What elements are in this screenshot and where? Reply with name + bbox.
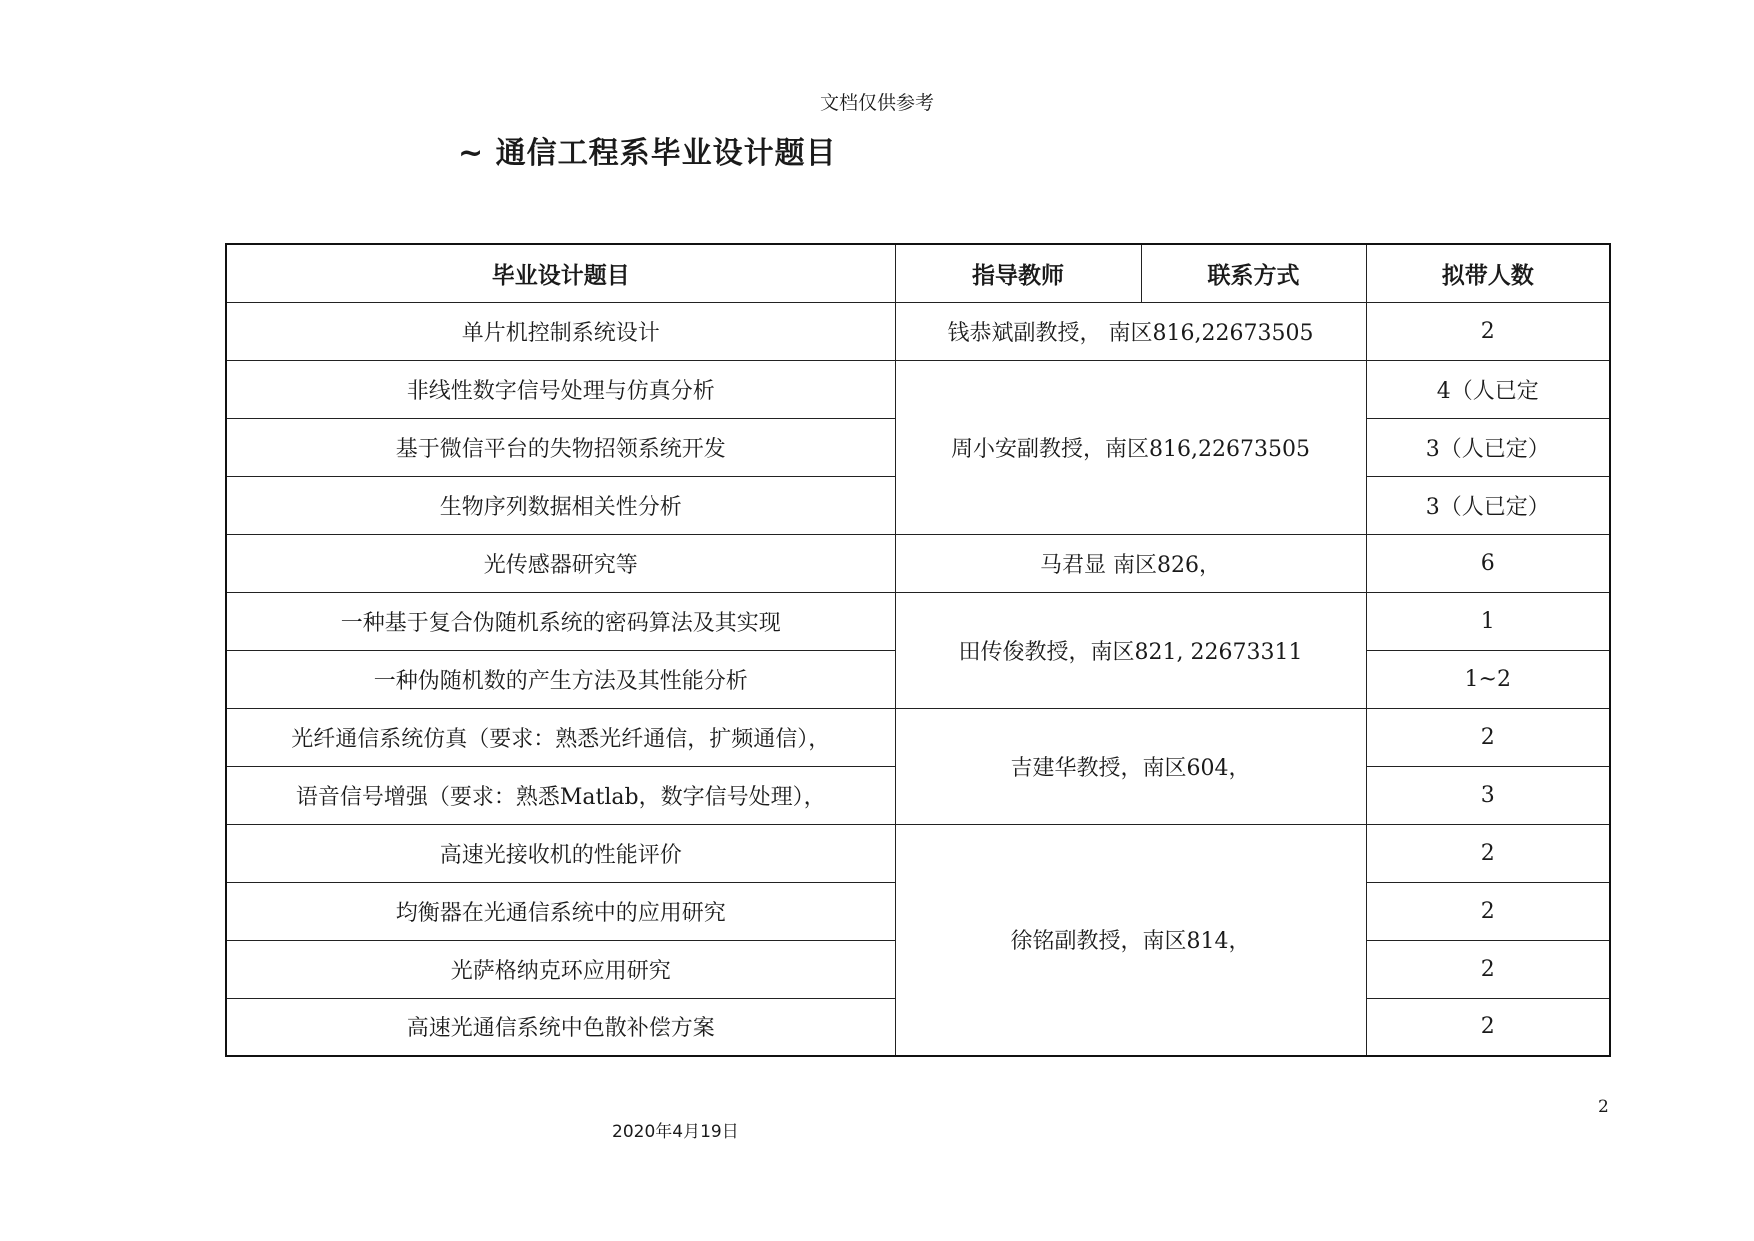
count-cell: 2 bbox=[1366, 824, 1610, 882]
count-cell: 2 bbox=[1366, 998, 1610, 1056]
topic-cell: 单片机控制系统设计 bbox=[226, 302, 895, 360]
advisor-cell: 田传俊教授，南区821, 22673311 bbox=[895, 592, 1366, 708]
header-teacher: 指导教师 bbox=[895, 244, 1141, 302]
advisor-cell: 吉建华教授，南区604， bbox=[895, 708, 1366, 824]
table-row bbox=[226, 360, 1610, 418]
header-note: 文档仅供参考 bbox=[819, 92, 934, 114]
topics-table bbox=[225, 243, 1611, 1057]
footer-date: 2020年4月19日 bbox=[612, 1122, 739, 1142]
topic-cell: 光纤通信系统仿真（要求：熟悉光纤通信，扩频通信）， bbox=[226, 708, 895, 766]
count-cell: 4（人已定 bbox=[1366, 360, 1610, 418]
count-cell: 1~2 bbox=[1366, 650, 1610, 708]
header-count: 拟带人数 bbox=[1366, 244, 1610, 302]
count-cell: 2 bbox=[1366, 708, 1610, 766]
advisor-cell: 周小安副教授，南区816,22673505 bbox=[895, 360, 1366, 534]
topic-cell: 高速光接收机的性能评价 bbox=[226, 824, 895, 882]
topic-cell: 光传感器研究等 bbox=[226, 534, 895, 592]
topic-cell: 均衡器在光通信系统中的应用研究 bbox=[226, 882, 895, 940]
table-row bbox=[226, 302, 1610, 360]
count-cell: 2 bbox=[1366, 302, 1610, 360]
advisor-cell: 马君显 南区826， bbox=[895, 534, 1366, 592]
count-cell: 3（人已定） bbox=[1366, 418, 1610, 476]
count-cell: 3（人已定） bbox=[1366, 476, 1610, 534]
topic-cell: 高速光通信系统中色散补偿方案 bbox=[226, 998, 895, 1056]
header-contact: 联系方式 bbox=[1141, 244, 1366, 302]
count-cell: 2 bbox=[1366, 940, 1610, 998]
table-row bbox=[226, 592, 1610, 650]
count-cell: 3 bbox=[1366, 766, 1610, 824]
table-row bbox=[226, 534, 1610, 592]
table-header-row bbox=[226, 244, 1610, 302]
topic-cell: 非线性数字信号处理与仿真分析 bbox=[226, 360, 895, 418]
topic-cell: 基于微信平台的失物招领系统开发 bbox=[226, 418, 895, 476]
topic-cell: 一种伪随机数的产生方法及其性能分析 bbox=[226, 650, 895, 708]
count-cell: 2 bbox=[1366, 882, 1610, 940]
page-number: 2 bbox=[1598, 1097, 1609, 1117]
topic-cell: 语音信号增强（要求：熟悉Matlab，数字信号处理）， bbox=[226, 766, 895, 824]
document-title: ~ 通信工程系毕业设计题目 bbox=[458, 136, 837, 171]
table-row bbox=[226, 824, 1610, 882]
count-cell: 6 bbox=[1366, 534, 1610, 592]
advisor-cell: 徐铭副教授，南区814， bbox=[895, 824, 1366, 1056]
count-cell: 1 bbox=[1366, 592, 1610, 650]
table-row bbox=[226, 708, 1610, 766]
advisor-cell: 钱恭斌副教授， 南区816,22673505 bbox=[895, 302, 1366, 360]
topic-cell: 生物序列数据相关性分析 bbox=[226, 476, 895, 534]
topic-cell: 光萨格纳克环应用研究 bbox=[226, 940, 895, 998]
topic-cell: 一种基于复合伪随机系统的密码算法及其实现 bbox=[226, 592, 895, 650]
header-topic: 毕业设计题目 bbox=[226, 244, 895, 302]
